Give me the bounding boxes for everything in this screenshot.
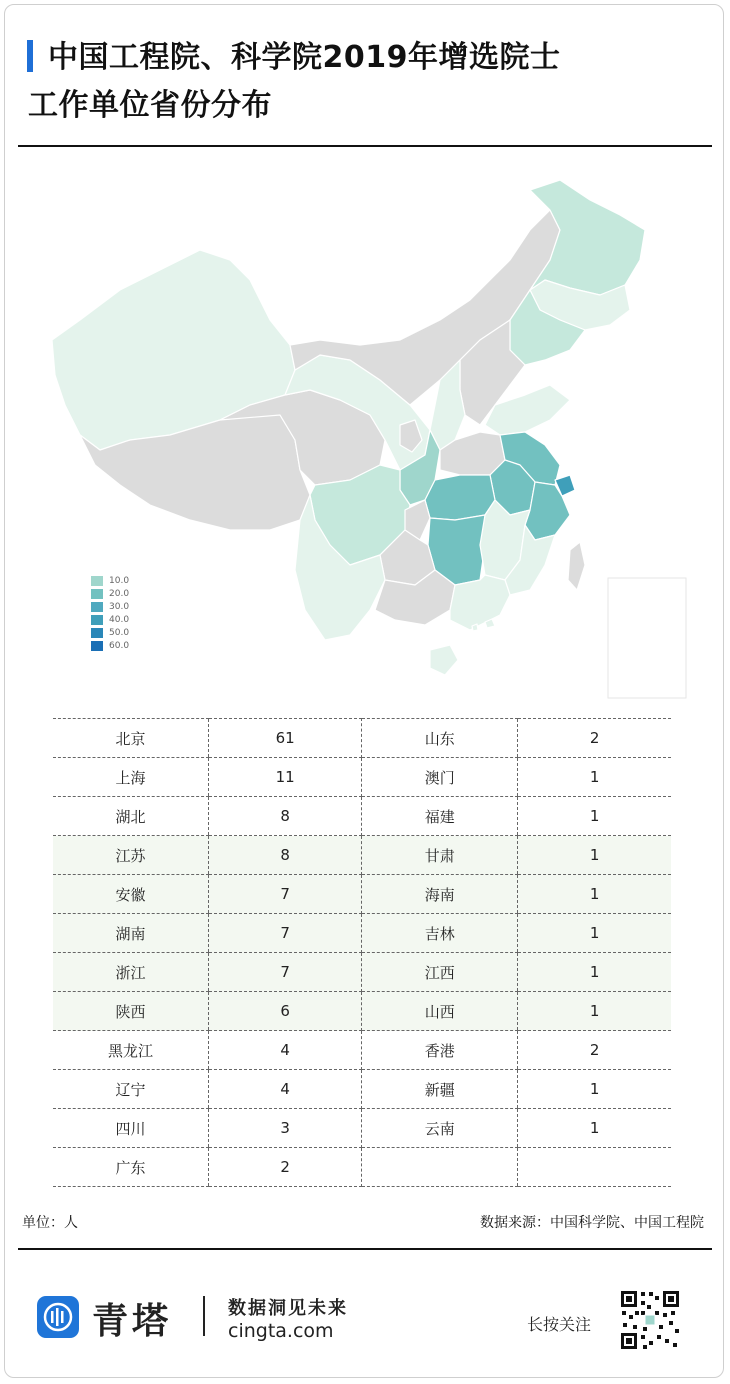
legend-item — [91, 639, 129, 652]
province-name-cell: 山东 — [362, 719, 518, 758]
table-row — [53, 1070, 671, 1109]
legend-swatch — [91, 602, 103, 612]
title-divider — [18, 145, 712, 147]
table-row — [53, 1148, 671, 1187]
academician-count-cell: 7 — [209, 875, 362, 914]
title-accent-bar — [27, 40, 33, 72]
legend-item — [91, 600, 129, 613]
legend-item — [91, 626, 129, 639]
academician-count-cell: 7 — [209, 914, 362, 953]
legend-swatch — [91, 641, 103, 651]
region-taiwan — [568, 542, 585, 590]
province-table — [53, 718, 671, 1187]
academician-count-cell: 1 — [518, 914, 671, 953]
legend-swatch — [91, 615, 103, 625]
table-row — [53, 1109, 671, 1148]
province-name-cell: 上海 — [53, 758, 209, 797]
qr-code-icon[interactable] — [619, 1289, 681, 1351]
academician-count-cell: 8 — [209, 836, 362, 875]
academician-count-cell: 1 — [518, 1070, 671, 1109]
province-name-cell: 山西 — [362, 992, 518, 1031]
table-row — [53, 797, 671, 836]
academician-count-cell: 1 — [518, 992, 671, 1031]
academician-count-cell: 2 — [518, 1031, 671, 1070]
data-source: 数据来源：中国科学院、中国工程院 — [480, 1215, 704, 1231]
region-hainan — [430, 645, 458, 675]
province-name-cell: 湖北 — [53, 797, 209, 836]
legend-swatch — [91, 628, 103, 638]
academician-count-cell: 2 — [209, 1148, 362, 1187]
academician-count-cell: 4 — [209, 1070, 362, 1109]
academician-count-cell: 61 — [209, 719, 362, 758]
academician-count-cell — [518, 1148, 671, 1187]
legend-item — [91, 587, 129, 600]
province-name-cell: 香港 — [362, 1031, 518, 1070]
legend-item — [91, 613, 129, 626]
academician-count-cell: 1 — [518, 758, 671, 797]
region-macau — [472, 624, 478, 631]
academician-count-cell: 4 — [209, 1031, 362, 1070]
legend-swatch — [91, 576, 103, 586]
table-row — [53, 758, 671, 797]
province-name-cell: 广东 — [53, 1148, 209, 1187]
unit-label: 单位：人 — [22, 1215, 78, 1231]
province-name-cell: 安徽 — [53, 875, 209, 914]
academician-count-cell: 3 — [209, 1109, 362, 1148]
academician-count-cell: 11 — [209, 758, 362, 797]
cingta-logo-icon — [37, 1296, 79, 1338]
title-line-2: 工作单位省份分布 — [28, 88, 272, 123]
province-name-cell: 浙江 — [53, 953, 209, 992]
footer-divider — [18, 1248, 712, 1250]
footer-brand: 青塔 — [92, 1300, 173, 1342]
province-name-cell: 陕西 — [53, 992, 209, 1031]
footer-slogan: 数据洞见未来 — [228, 1298, 348, 1319]
province-name-cell: 四川 — [53, 1109, 209, 1148]
academician-count-cell: 1 — [518, 875, 671, 914]
table-row — [53, 914, 671, 953]
legend-label: 40.0 — [109, 614, 130, 625]
map-legend — [91, 574, 129, 652]
region-hubei — [425, 475, 495, 520]
legend-swatch — [91, 589, 103, 599]
province-name-cell: 云南 — [362, 1109, 518, 1148]
legend-label: 50.0 — [109, 627, 130, 638]
table-row — [53, 953, 671, 992]
table-row — [53, 719, 671, 758]
page-title — [28, 34, 688, 130]
table-row — [53, 992, 671, 1031]
follow-label: 长按关注 — [527, 1315, 592, 1334]
title-line-1: 中国工程院、科学院2019年增选院士 — [48, 40, 561, 75]
legend-label: 60.0 — [109, 640, 130, 651]
province-name-cell: 新疆 — [362, 1070, 518, 1109]
province-name-cell: 江苏 — [53, 836, 209, 875]
academician-count-cell: 6 — [209, 992, 362, 1031]
legend-label: 30.0 — [109, 601, 130, 612]
south-sea-inset — [608, 578, 686, 698]
academician-count-cell: 1 — [518, 836, 671, 875]
academician-count-cell: 1 — [518, 797, 671, 836]
table-row — [53, 1031, 671, 1070]
province-name-cell: 吉林 — [362, 914, 518, 953]
academician-count-cell: 2 — [518, 719, 671, 758]
province-name-cell: 辽宁 — [53, 1070, 209, 1109]
province-name-cell: 福建 — [362, 797, 518, 836]
academician-count-cell: 1 — [518, 1109, 671, 1148]
footer-separator — [203, 1296, 205, 1336]
academician-count-cell: 8 — [209, 797, 362, 836]
province-name-cell: 澳门 — [362, 758, 518, 797]
china-map — [40, 170, 700, 710]
legend-label: 20.0 — [109, 588, 130, 599]
table-row — [53, 836, 671, 875]
legend-label: 10.0 — [109, 575, 130, 586]
province-name-cell: 黑龙江 — [53, 1031, 209, 1070]
footer-url[interactable]: cingta.com — [228, 1320, 334, 1342]
province-name-cell: 湖南 — [53, 914, 209, 953]
province-name-cell: 江西 — [362, 953, 518, 992]
province-name-cell: 北京 — [53, 719, 209, 758]
province-name-cell: 甘肃 — [362, 836, 518, 875]
academician-count-cell: 1 — [518, 953, 671, 992]
academician-count-cell: 7 — [209, 953, 362, 992]
legend-item — [91, 574, 129, 587]
province-name-cell: 海南 — [362, 875, 518, 914]
table-row — [53, 875, 671, 914]
province-name-cell — [362, 1148, 518, 1187]
